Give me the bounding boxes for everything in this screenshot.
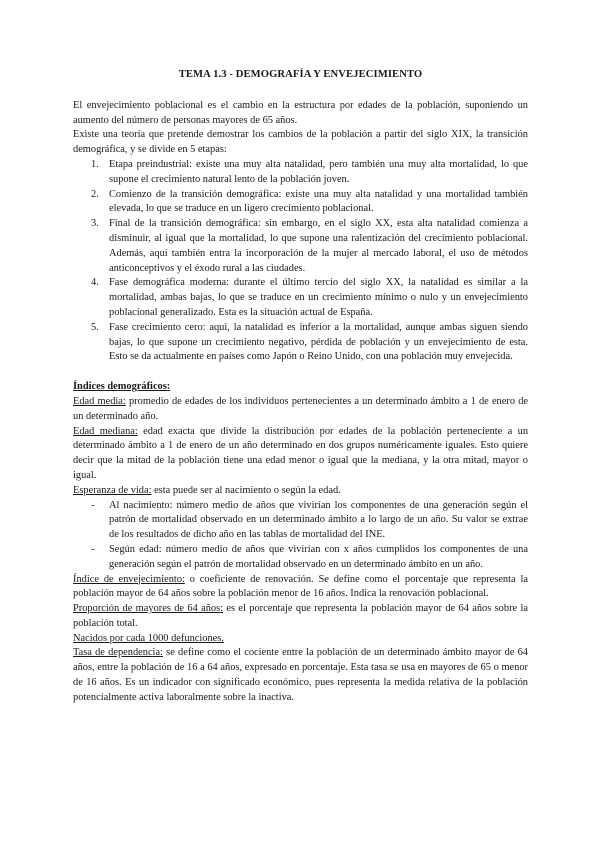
esperanza-item [73, 499, 528, 543]
esperanza-definition [73, 484, 528, 499]
envejecimiento-term: Índice de envejecimiento: [73, 573, 185, 585]
nacidos-definition [73, 632, 528, 647]
intro-paragraph-2: Existe una teoría que pretende demostrar los cambios de la población a partir del siglo XIX, la transición demográfica, y se divide en 5 etapas: [73, 129, 528, 156]
stage-item [73, 321, 528, 365]
stage-number: 1. [91, 158, 99, 170]
esperanza-term: Esperanza de vida: [73, 484, 152, 496]
esperanza-item-text: Según edad: número medio de años que vivirían con x años cumplidos los componentes de una generación según el patrón de mortalidad observado en un determinado ámbito en un año. [109, 543, 528, 570]
esperanza-text: esta puede ser al nacimiento o según la edad. [151, 484, 341, 496]
edad-media-term: Edad media: [73, 395, 126, 407]
stage-text: Fase demográfica moderna: durante el último tercio del siglo XX, la natalidad es similar a la mortalidad, ambas bajas, lo que se traduce en un crecimiento mínimo o nulo y un envejecimiento poblacional generalizado. Esta es la situación actual de España. [109, 277, 528, 318]
document-page [73, 68, 528, 706]
nacidos-term: Nacidos por cada 1000 defunciones. [73, 632, 224, 644]
edad-media-definition [73, 395, 528, 425]
stage-text: Etapa preindustrial: existe una muy alta natalidad, pero también una muy alta mortalidad, lo que supone el crecimiento natural lento de la población joven. [109, 158, 528, 185]
proporcion-definition [73, 602, 528, 632]
section-spacer [73, 365, 528, 380]
envejecimiento-definition [73, 573, 528, 603]
esperanza-list [73, 499, 528, 573]
stage-item [73, 158, 528, 188]
stage-item [73, 217, 528, 276]
dependencia-term: Tasa de dependencia: [73, 647, 163, 659]
proporcion-text: es el porcentaje que representa la población mayor de 64 años sobre la población total. [73, 603, 528, 629]
edad-mediana-term: Edad mediana: [73, 425, 138, 437]
stage-item [73, 188, 528, 218]
dependencia-definition [73, 646, 528, 705]
edad-mediana-definition [73, 425, 528, 484]
dependencia-text: se define como el cociente entre la población de un determinado ámbito mayor de 64 años, entre la población de 16 a 64 años, expresado en porcentaje. Esta tasa se usa en mayores de 65 o menor de 16 años. Es un indicador con significado económico, pues representa la medida relativa de la población potencialmente activa laboralmente sobre la inactiva. [73, 647, 529, 703]
document-title: TEMA 1.3 - DEMOGRAFÍA Y ENVEJECIMIENTO [178, 69, 423, 80]
intro-paragraph-1: El envejecimiento poblacional es el cambio en la estructura por edades de la población, suponiendo un aumento del número de personas mayores de 65 años. [73, 99, 528, 126]
stage-text: Comienzo de la transición demográfica: existe una muy alta natalidad y una mortalidad también elevada, lo que se traduce en un ligero crecimiento poblacional. [109, 188, 528, 215]
dash-mark: - [91, 499, 95, 511]
stage-number: 2. [91, 188, 99, 200]
esperanza-item-text: Al nacimiento: número medio de años que vivirían los componentes de una generación según el patrón de mortalidad observado en un determinado ámbito a lo largo de un año. Su valor se extrae de los resultados de dicho año en las tablas de mortalidad del INE. [109, 499, 528, 541]
stage-number: 4. [91, 277, 99, 289]
stage-text: Final de la transición demográfica: sin embargo, en el siglo XX, esta alta natalidad comienza a disminuir, al igual que la mortalidad, lo que supone una ralentización del crecimiento poblacional. Además, aquí también entra la incorporación de la mujer al mercado laboral, el uso de métodos anticonceptivos y el éxodo rural a las ciudades. [109, 218, 528, 274]
stage-number: 5. [91, 321, 99, 333]
stage-number: 3. [91, 218, 99, 230]
edad-mediana-text: edad exacta que divide la distribución por edades de la población perteneciente a un determinado ámbito a 1 de enero de un año determinado en dos grupos numéricamente iguales. Esto quiere decir que la mitad de la población tiene una edad menor o igual que la mediana, y la otra mitad, mayor o igual. [73, 425, 529, 481]
edad-media-text: promedio de edades de los individuos pertenecientes a un determinado ámbito a 1 de enero de un determinado año. [73, 395, 529, 422]
indices-heading: Índices demográficos: [73, 381, 171, 393]
stage-text: Fase crecimiento cero: aquí, la natalidad es inferior a la mortalidad, aunque ambas siguen siendo bajas, lo que supone un crecimiento negativo, pérdida de población y un envejecimiento de esta. Esto se da actualmente en países como Japón o Reino Unido, con una población muy envejecida. [109, 321, 528, 363]
dash-mark: - [91, 543, 95, 555]
stages-list [73, 158, 528, 365]
envejecimiento-text: o coeficiente de renovación. Se define como el porcentaje que representa la población mayor de 64 años sobre la población menor de 16 años. Indica la renovación poblacional. [73, 573, 528, 600]
stage-item [73, 276, 528, 320]
esperanza-item [73, 543, 528, 573]
proporcion-term: Proporción de mayores de 64 años: [73, 603, 224, 615]
